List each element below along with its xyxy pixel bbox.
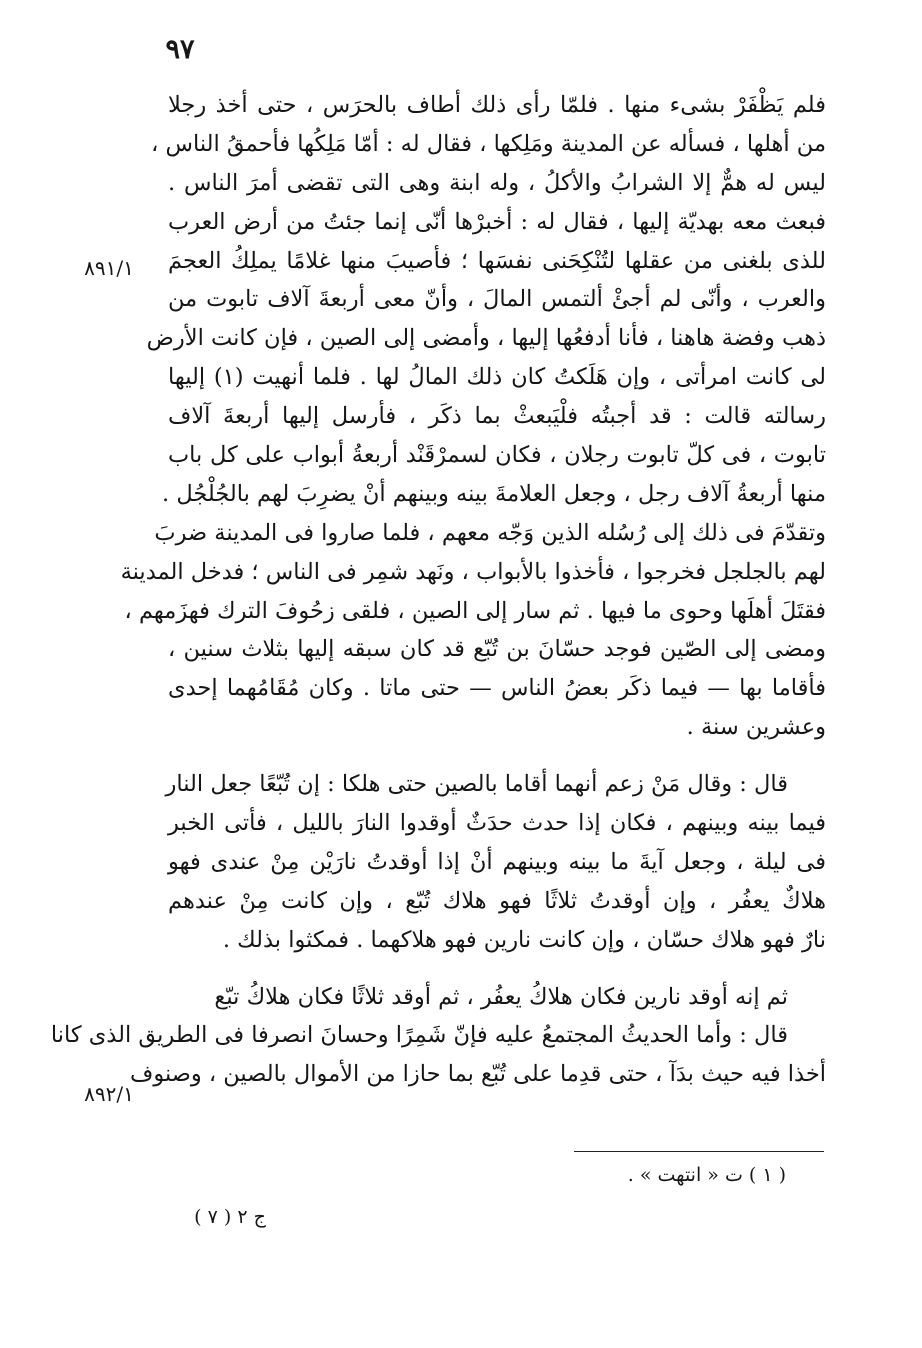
margin-reference: ٨٩١/١ (84, 256, 134, 280)
text-line: فأقاما بها — فيما ذكَر بعضُ الناس — حتى ماتا . وكان مُقَامُهما إحدى (168, 675, 826, 702)
text-line: أخذا فيه حيث بدَآ ، حتى قدِما على تُبّع بما حازا من الأموال بالصين ، وصنوف (130, 1061, 826, 1088)
page-number: ٩٧ (165, 34, 195, 65)
text-line: لى كانت امرأتى ، وإن هَلَكتُ كان ذلك المالُ لها . فلما أنهيت (١) إليها (168, 364, 826, 391)
text-line: نارٌ فهو هلاك حسّان ، وإن كانت نارين فهو هلاكهما . فمكثوا بذلك . (222, 926, 826, 953)
text-line: ثم إنه أوقد نارين فكان هلاكُ يعفُر ، ثم أوقد ثلاثًا فكان هلاكُ تبّع (214, 983, 788, 1010)
paragraph-1 (120, 86, 826, 747)
text-line: وتقدّمَ فى ذلك إلى رُسُله الذين وَجّه معهم ، فلما صاروا فى المدينة ضربَ (154, 519, 826, 546)
footnote-divider (574, 1151, 824, 1152)
text-line: فبعث معه بهديّة إليها ، فقال له : أخبرْها أنّى إنما جئتُ من أرض العرب (168, 208, 826, 235)
text-line: قال : وأما الحديثُ المجتمعُ عليه فإنّ شَمِرًا وحسانَ انصرفا فى الطريق الذى كانا (50, 1022, 788, 1049)
footnote: ( ١ ) ت « انتهت » . (627, 1164, 786, 1186)
text-line: رسالته قالت : قد أجبتُه فلْيَبعثْ بما ذكَر ، فأرسل إليها أربعةَ آلاف (168, 403, 826, 430)
text-line: فيما بينه وبينهم ، فكان إذا حدث حدَثٌ أوقدوا النارَ بالليل ، فأتى الخبر (168, 810, 826, 837)
text-line: قال : وقال مَنْ زعم أنهما أقاما بالصين حتى هلكا : إن تُبّعًا جعل النار (165, 771, 788, 798)
text-line: ذهب وفضة هاهنا ، فأنا أدفعُها إليها ، وأمضى إلى الصين ، فإن كانت الأرض (146, 325, 826, 352)
text-line: للذى بلغنى من عقلها لتُنْكِحَنى نفسَها ؛ فأصيبَ منها غلامًا يملِكُ العجمَ (168, 247, 826, 274)
signature-mark: ج ٢ ( ٧ ) (194, 1206, 266, 1228)
text-line: هلاكٌ يعفُر ، وإن أوقدتُ ثلاثًا فهو هلاك تُبّع ، وإن كانت مِنْ عندهم (168, 887, 826, 914)
text-line: وعشرين سنة . (686, 714, 826, 741)
paragraph-3 (168, 978, 826, 1017)
text-line: من أهلها ، فسأله عن المدينة ومَلِكها ، فقال له : أمّا مَلِكُها فأحمقُ الناس ، (151, 130, 826, 157)
paragraph-2 (165, 765, 826, 959)
text-line: لهم بالجلجل فخرجوا ، فأخذوا بالأبواب ، ونَهد شمِر فى الناس ؛ فدخل المدينة (120, 558, 826, 585)
text-line: والعرب ، وأنّى لم أجئْ ألتمس المالَ ، وأنّ معى أربعةَ آلاف تابوت من (168, 286, 826, 313)
text-line: فى ليلة ، وجعل آيةَ ما بينه وبينهم أنْ إذا أوقدتُ نارَيْن مِنْ عندى فهو (168, 848, 826, 875)
text-line: تابوت ، فى كلّ تابوت رجلان ، فكان لسمرْقَنْد أربعةُ أبواب على كل باب (168, 442, 826, 469)
text-line: فقتَلَ أهلَها وحوى ما فيها . ثم سار إلى الصين ، فلقى زحُوفَ الترك فهزَمهم ، (124, 597, 826, 624)
text-line: منها أربعةُ آلاف رجل ، وجعل العلامةَ بينه وبينهم أنْ يضرِبَ لهم بالجُلْجُل . (162, 480, 826, 507)
paragraph-spacer (168, 960, 826, 978)
text-line: ليس له همٌّ إلا الشرابُ والأكلُ ، وله ابنة وهى التى تقضى أمرَ الناس . (168, 169, 826, 196)
text-line: ومضى إلى الصّين فوجد حسّانَ بن تُبّع قد كان سبقه إليها بثلاث سنين ، (168, 636, 826, 663)
paragraph-spacer (168, 747, 826, 765)
margin-reference: ٨٩٢/١ (84, 1082, 134, 1106)
text-line: فلم يَظْفَرْ بشىء منها . فلمّا رأى ذلك أطاف بالحرَس ، حتى أخذ رجلا (168, 92, 826, 118)
